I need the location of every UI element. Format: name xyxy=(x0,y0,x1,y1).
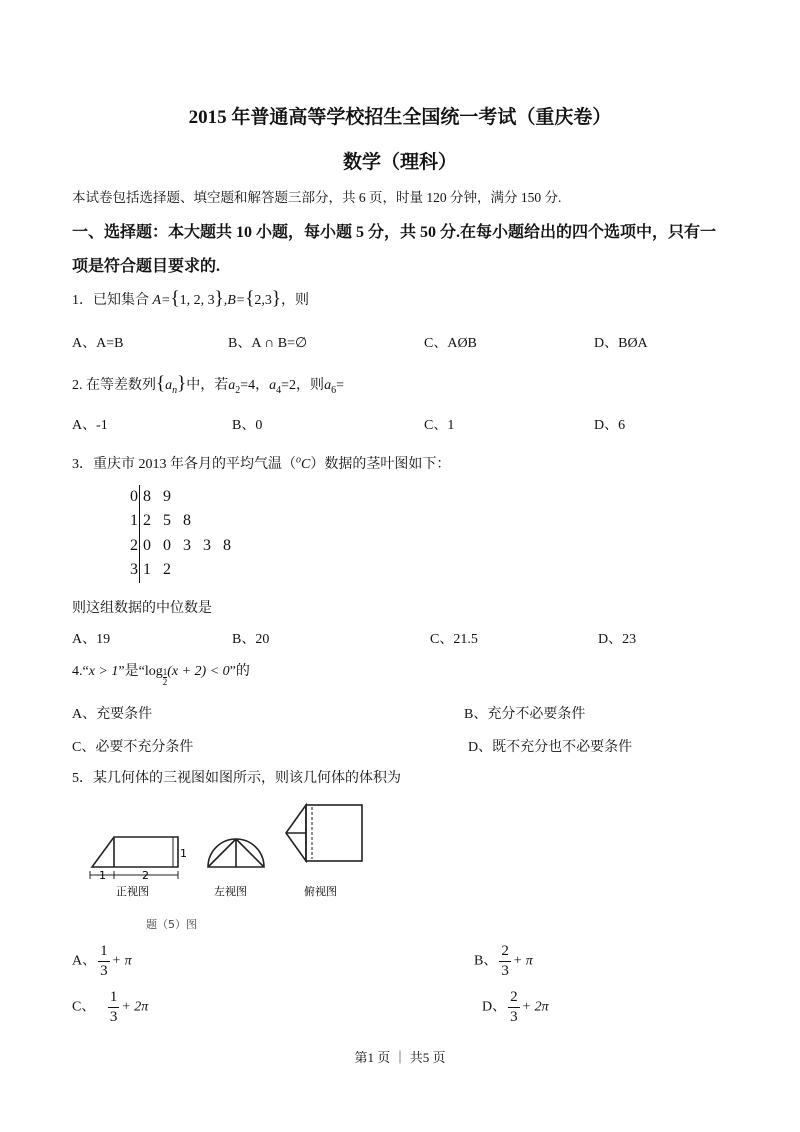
stem-3: 3 xyxy=(130,561,138,578)
left-view-label: 左视图 xyxy=(214,885,247,898)
left-view xyxy=(208,839,264,867)
stem-0: 0 xyxy=(130,488,138,505)
dim-label-2: 2 xyxy=(142,869,149,882)
front-view-label: 正视图 xyxy=(116,885,149,898)
question-3: 3．重庆市 2013 年各月的平均气温（$^o$C）数据的茎叶图如下： xyxy=(72,454,451,472)
q1-option-b: B、A ∩ B=∅ xyxy=(228,336,308,351)
q5-option-a: A、 $\frac{1}{3}$ + π xyxy=(72,943,132,979)
q2-option-a: A、-1 xyxy=(72,418,108,433)
dim-label-1: 1 xyxy=(99,869,106,882)
q3-option-b: B、20 xyxy=(232,632,270,647)
q1-option-c: C、AØB xyxy=(424,336,477,351)
question-2: 2. 在等差数列$\{a_n\}$中，若$a_2=4$，$a_4=2$，则$a_6=$ xyxy=(72,373,344,396)
leaves-3: 1 2 xyxy=(143,561,171,578)
q5-option-d: D、 $\frac{2}{3}$ + 2π xyxy=(482,989,549,1025)
figure-caption: 题（5）图 xyxy=(146,918,197,931)
q4-option-c: C、必要不充分条件 xyxy=(72,740,194,755)
stem-2: 2 xyxy=(130,537,138,554)
top-view-label: 俯视图 xyxy=(304,885,337,898)
q3-option-a: A、19 xyxy=(72,632,111,647)
q2-option-c: C、1 xyxy=(424,418,455,433)
q3-option-d: D、23 xyxy=(598,632,637,647)
dim-label-3: 1 xyxy=(180,847,187,860)
q1-option-d: D、BØA xyxy=(594,336,648,351)
section-heading-line2: 项是符合题目要求的. xyxy=(72,258,221,275)
q3-ask: 则这组数据的中位数是 xyxy=(72,601,212,616)
page-footer: 第1 页 ｜ 共5 页 xyxy=(354,1050,446,1065)
q4-option-a: A、充要条件 xyxy=(72,707,153,722)
leaves-1: 2 5 8 xyxy=(143,512,191,529)
exam-title: 2015 年普通高等学校招生全国统一考试（重庆卷） xyxy=(188,107,612,128)
top-view xyxy=(286,805,362,861)
q5-option-b: B、 $\frac{2}{3}$ + π xyxy=(474,943,533,979)
q3-option-c: C、21.5 xyxy=(430,632,478,647)
question-4: 4.“x > 1”是“log $\frac{1}{2}$ (x + 2) < 0”的 xyxy=(72,664,250,687)
three-view-figure xyxy=(80,795,420,940)
exam-subtitle: 数学（理科） xyxy=(342,152,457,173)
question-1: 1．已知集合 A={1, 2, 3},B={2,3}，则 xyxy=(72,288,309,309)
leaves-2: 0 0 3 3 8 xyxy=(143,537,231,554)
intro-text: 本试卷包括选择题、填空题和解答题三部分，共 6 页，时量 120 分钟，满分 150 分. xyxy=(72,190,562,205)
section-heading-line1: 一、选择题：本大题共 10 小题，每小题 5 分，共 50 分.在每小题给出的四个选项中，只有一 xyxy=(72,224,717,241)
q2-option-b: B、0 xyxy=(232,418,263,433)
stem-1: 1 xyxy=(130,512,138,529)
q1-option-a: A、A=B xyxy=(72,336,124,351)
stem-divider xyxy=(139,485,140,583)
q4-option-b: B、充分不必要条件 xyxy=(464,707,586,722)
question-5: 5．某几何体的三视图如图所示，则该几何体的体积为 xyxy=(72,771,401,786)
leaves-0: 8 9 xyxy=(143,488,171,505)
q5-option-c: C、 $\frac{1}{3}$ + 2π xyxy=(72,989,149,1025)
q2-option-d: D、6 xyxy=(594,418,626,433)
q4-option-d: D、既不充分也不必要条件 xyxy=(468,740,633,755)
